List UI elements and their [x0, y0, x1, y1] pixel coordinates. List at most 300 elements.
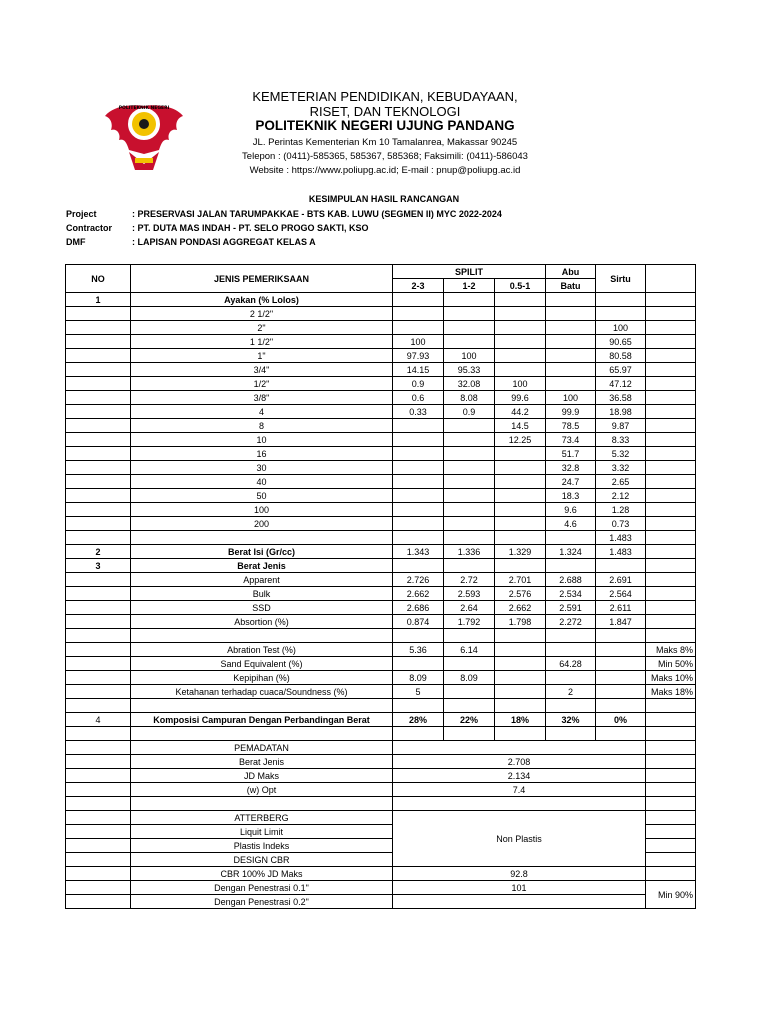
table-cell	[393, 741, 646, 755]
value-cell: 64.28	[546, 657, 596, 671]
section-2-row	[66, 545, 696, 559]
table-cell	[444, 629, 495, 643]
table-cell	[66, 741, 131, 755]
table-cell	[66, 727, 131, 741]
table-row	[66, 433, 696, 447]
table-row	[66, 349, 696, 363]
row-label: Apparent	[131, 573, 393, 587]
table-cell	[646, 769, 696, 783]
value-cell: 5.32	[596, 447, 646, 461]
contractor-value: : PT. DUTA MAS INDAH - PT. SELO PROGO SAKTI, KSO	[132, 223, 369, 233]
value-cell: 8.09	[393, 671, 444, 685]
table-cell	[495, 699, 546, 713]
value-cell: 78.5	[546, 419, 596, 433]
spec-cell: Maks 10%	[646, 671, 696, 685]
row-label: 3/8"	[131, 391, 393, 405]
table-cell	[646, 797, 696, 811]
table-cell	[646, 475, 696, 489]
table-cell	[646, 587, 696, 601]
merged-value: 2.134	[393, 769, 646, 783]
value-cell: 8.33	[596, 433, 646, 447]
value-cell: 80.58	[596, 349, 646, 363]
value-cell: 5	[393, 685, 444, 699]
results-table	[65, 264, 696, 909]
value-cell: 44.2	[495, 405, 546, 419]
value-cell: 47.12	[596, 377, 646, 391]
value-cell: 1.324	[546, 545, 596, 559]
table-cell	[546, 699, 596, 713]
col-jenis-header: JENIS PEMERIKSAAN	[131, 265, 393, 293]
table-cell	[66, 881, 131, 895]
table-cell	[66, 867, 131, 881]
table-cell	[66, 699, 131, 713]
section-label: Berat Isi (Gr/cc)	[131, 545, 393, 559]
col-12-header: 1-2	[444, 279, 495, 293]
col-sirtu-header: Sirtu	[596, 265, 646, 293]
value-cell: 22%	[444, 713, 495, 727]
table-row	[66, 475, 696, 489]
table-cell	[646, 867, 696, 881]
section-4-row	[66, 713, 696, 727]
table-cell	[646, 349, 696, 363]
row-label: 50	[131, 489, 393, 503]
value-cell: 2.564	[596, 587, 646, 601]
row-label	[131, 531, 393, 545]
value-cell	[393, 475, 444, 489]
table-row	[66, 573, 696, 587]
table-cell	[646, 405, 696, 419]
value-cell	[546, 307, 596, 321]
table-row	[66, 601, 696, 615]
spec-cell: Maks 8%	[646, 643, 696, 657]
value-cell	[495, 307, 546, 321]
value-cell: 0.33	[393, 405, 444, 419]
table-cell	[66, 643, 131, 657]
value-cell: 99.9	[546, 405, 596, 419]
table-cell	[66, 503, 131, 517]
row-label: Dengan Penestrasi 0.2"	[131, 895, 393, 909]
row-label: 10	[131, 433, 393, 447]
table-cell	[646, 741, 696, 755]
row-label: 1 1/2"	[131, 335, 393, 349]
berat-jenis-row	[66, 755, 696, 769]
value-cell: 2.64	[444, 601, 495, 615]
project-value: : PRESERVASI JALAN TARUMPAKKAE - BTS KAB. LUWU (SEGMEN II) MYC 2022-2024	[132, 209, 502, 219]
table-cell	[66, 797, 131, 811]
row-label: JD Maks	[131, 769, 393, 783]
value-cell: 14.5	[495, 419, 546, 433]
section-label: Ayakan (% Lolos)	[131, 293, 393, 307]
table-cell	[66, 489, 131, 503]
value-cell: 100	[393, 335, 444, 349]
value-cell	[393, 307, 444, 321]
row-label: 4	[131, 405, 393, 419]
value-cell	[393, 503, 444, 517]
value-cell: 2.662	[393, 587, 444, 601]
value-cell	[495, 531, 546, 545]
table-cell	[131, 629, 393, 643]
value-cell: 24.7	[546, 475, 596, 489]
table-row	[66, 685, 696, 699]
value-cell: 1.28	[596, 503, 646, 517]
dmf-label: DMF	[66, 237, 86, 247]
header-row	[66, 265, 696, 279]
value-cell: 1.483	[596, 545, 646, 559]
value-cell: 8.09	[444, 671, 495, 685]
section-no: 4	[66, 713, 131, 727]
table-cell	[444, 727, 495, 741]
value-cell	[495, 461, 546, 475]
value-cell: 2.591	[546, 601, 596, 615]
value-cell: 97.93	[393, 349, 444, 363]
table-cell	[596, 559, 646, 573]
value-cell: 2.593	[444, 587, 495, 601]
table-cell	[131, 797, 393, 811]
ministry-line2: RISET, DAN TEKNOLOGI	[309, 104, 461, 119]
table-cell	[66, 811, 131, 825]
section-1-row	[66, 293, 696, 307]
table-cell	[66, 335, 131, 349]
spec-cell: Min 90%	[646, 881, 696, 909]
pnup-logo	[101, 94, 187, 176]
value-cell	[495, 685, 546, 699]
atterberg-row	[66, 811, 696, 825]
value-cell: 2.272	[546, 615, 596, 629]
table-cell	[596, 629, 646, 643]
table-cell	[66, 573, 131, 587]
dmf-value: : LAPISAN PONDASI AGGREGAT KELAS A	[132, 237, 316, 247]
row-label: Absortion (%)	[131, 615, 393, 629]
project-label: Project	[66, 209, 97, 219]
table-cell	[66, 615, 131, 629]
section-3-row	[66, 559, 696, 573]
value-cell: 100	[495, 377, 546, 391]
value-cell	[546, 671, 596, 685]
table-cell	[66, 783, 131, 797]
value-cell: 1.343	[393, 545, 444, 559]
value-cell: 0.6	[393, 391, 444, 405]
row-label: Bulk	[131, 587, 393, 601]
col-23-header: 2-3	[393, 279, 444, 293]
table-cell	[66, 517, 131, 531]
value-cell	[546, 643, 596, 657]
merged-value: 2.708	[393, 755, 646, 769]
value-cell	[444, 433, 495, 447]
table-cell	[646, 447, 696, 461]
table-cell	[646, 629, 696, 643]
value-cell: 2.691	[596, 573, 646, 587]
row-label: SSD	[131, 601, 393, 615]
blank-row	[66, 629, 696, 643]
table-cell	[66, 447, 131, 461]
table-cell	[646, 811, 696, 825]
table-cell	[646, 433, 696, 447]
table-cell	[646, 307, 696, 321]
dmf-line	[66, 237, 316, 247]
table-cell	[66, 601, 131, 615]
row-label: 40	[131, 475, 393, 489]
row-label: CBR 100% JD Maks	[131, 867, 393, 881]
table-cell	[393, 727, 444, 741]
value-cell: 18%	[495, 713, 546, 727]
table-cell	[646, 755, 696, 769]
value-cell: 2.611	[596, 601, 646, 615]
value-cell	[444, 489, 495, 503]
value-cell	[495, 363, 546, 377]
table-cell	[444, 699, 495, 713]
value-cell	[546, 335, 596, 349]
value-cell: 2.726	[393, 573, 444, 587]
value-cell	[546, 531, 596, 545]
blank-row	[66, 727, 696, 741]
address-line: JL. Perintas Kementerian Km 10 Tamalanrea, Makassar 90245	[252, 137, 518, 148]
value-cell	[444, 419, 495, 433]
value-cell: 100	[596, 321, 646, 335]
table-cell	[66, 629, 131, 643]
col-spilit-header: SPILIT	[393, 265, 546, 279]
col-spec-header	[646, 265, 696, 293]
pen02-row	[66, 895, 696, 909]
table-cell	[393, 629, 444, 643]
table-row	[66, 363, 696, 377]
table-cell	[646, 559, 696, 573]
table-row	[66, 419, 696, 433]
table-row	[66, 489, 696, 503]
value-cell	[495, 489, 546, 503]
table-cell	[66, 377, 131, 391]
value-cell	[444, 657, 495, 671]
col-051-header: 0.5-1	[495, 279, 546, 293]
row-label: Liquit Limit	[131, 825, 393, 839]
value-cell: 2.534	[546, 587, 596, 601]
table-row	[66, 671, 696, 685]
section-no: 2	[66, 545, 131, 559]
table-cell	[646, 517, 696, 531]
row-label: 2 1/2"	[131, 307, 393, 321]
row-label: ATTERBERG	[131, 811, 393, 825]
table-cell	[646, 419, 696, 433]
value-cell: 1.336	[444, 545, 495, 559]
value-cell	[596, 643, 646, 657]
table-cell	[66, 419, 131, 433]
value-cell: 18.3	[546, 489, 596, 503]
table-cell	[646, 713, 696, 727]
value-cell: 9.87	[596, 419, 646, 433]
table-cell	[546, 559, 596, 573]
table-cell	[66, 461, 131, 475]
value-cell	[393, 433, 444, 447]
row-label: Plastis Indeks	[131, 839, 393, 853]
table-cell	[646, 783, 696, 797]
phone-line: Telepon : (0411)-585365, 585367, 585368; Faksimili: (0411)-586043	[242, 151, 528, 162]
value-cell: 0.9	[393, 377, 444, 391]
row-label: Berat Jenis	[131, 755, 393, 769]
table-row	[66, 643, 696, 657]
ministry-line1: KEMETERIAN PENDIDIKAN, KEBUDAYAAN,	[252, 89, 518, 104]
table-row	[66, 503, 696, 517]
table-cell	[66, 405, 131, 419]
table-row	[66, 405, 696, 419]
value-cell	[596, 657, 646, 671]
table-cell	[646, 825, 696, 839]
table-cell	[66, 839, 131, 853]
row-label: 200	[131, 517, 393, 531]
value-cell: 2.12	[596, 489, 646, 503]
table-cell	[546, 727, 596, 741]
value-cell	[393, 489, 444, 503]
document-title: KESIMPULAN HASIL RANCANGAN	[308, 194, 460, 204]
value-cell: 2.686	[393, 601, 444, 615]
row-label: Abration Test (%)	[131, 643, 393, 657]
value-cell	[495, 643, 546, 657]
table-row	[66, 377, 696, 391]
table-cell	[66, 671, 131, 685]
table-row	[66, 615, 696, 629]
table-row	[66, 531, 696, 545]
value-cell: 1.847	[596, 615, 646, 629]
table-cell	[495, 559, 546, 573]
value-cell: 2.701	[495, 573, 546, 587]
value-cell	[393, 419, 444, 433]
value-cell: 2.662	[495, 601, 546, 615]
table-cell	[131, 699, 393, 713]
table-row	[66, 461, 696, 475]
section-label: Berat Jenis	[131, 559, 393, 573]
value-cell: 0.9	[444, 405, 495, 419]
pemadatan-row	[66, 741, 696, 755]
table-cell	[646, 573, 696, 587]
value-cell: 28%	[393, 713, 444, 727]
table-row	[66, 391, 696, 405]
value-cell: 65.97	[596, 363, 646, 377]
table-cell	[646, 839, 696, 853]
row-label: 2"	[131, 321, 393, 335]
table-cell	[546, 629, 596, 643]
table-cell	[393, 559, 444, 573]
table-row	[66, 517, 696, 531]
table-row	[66, 447, 696, 461]
value-cell: 6.14	[444, 643, 495, 657]
row-label: 1"	[131, 349, 393, 363]
row-label: 3/4"	[131, 363, 393, 377]
table-cell	[646, 391, 696, 405]
value-cell: 2.72	[444, 573, 495, 587]
section-label: Komposisi Campuran Dengan Perbandingan Berat	[131, 713, 393, 727]
table-cell	[66, 769, 131, 783]
value-cell	[495, 321, 546, 335]
value-cell: 0.73	[596, 517, 646, 531]
row-label: 1/2"	[131, 377, 393, 391]
table-cell	[66, 657, 131, 671]
table-cell	[646, 461, 696, 475]
table-cell	[646, 545, 696, 559]
value-cell	[495, 657, 546, 671]
value-cell: 1.483	[596, 531, 646, 545]
row-label: Dengan Penestrasi 0.1"	[131, 881, 393, 895]
blank-row	[66, 699, 696, 713]
value-cell: 32.8	[546, 461, 596, 475]
table-cell	[646, 503, 696, 517]
value-cell: 14.15	[393, 363, 444, 377]
value-cell: 36.58	[596, 391, 646, 405]
value-cell: 3.32	[596, 461, 646, 475]
row-label: 16	[131, 447, 393, 461]
table-cell	[66, 433, 131, 447]
table-cell	[646, 699, 696, 713]
col-batu-header: Batu	[546, 279, 596, 293]
table-cell	[66, 853, 131, 867]
value-cell: 1.329	[495, 545, 546, 559]
value-cell: 9.6	[546, 503, 596, 517]
value-cell: 1.798	[495, 615, 546, 629]
table-cell	[646, 489, 696, 503]
website-line: Website : https://www.poliupg.ac.id; E-mail : pnup@poliupg.ac.id	[249, 165, 521, 176]
table-cell	[393, 797, 646, 811]
table-cell	[393, 699, 444, 713]
merged-value: 101	[393, 881, 646, 895]
value-cell: 95.33	[444, 363, 495, 377]
value-cell	[495, 517, 546, 531]
value-cell: 5.36	[393, 643, 444, 657]
table-cell	[646, 363, 696, 377]
table-row	[66, 657, 696, 671]
cbr100-row	[66, 867, 696, 881]
value-cell: 99.6	[495, 391, 546, 405]
value-cell	[546, 349, 596, 363]
table-cell	[66, 475, 131, 489]
value-cell	[444, 447, 495, 461]
value-cell: 2.65	[596, 475, 646, 489]
value-cell	[444, 503, 495, 517]
table-cell	[66, 895, 131, 909]
table-cell	[596, 699, 646, 713]
value-cell	[444, 517, 495, 531]
value-cell: 73.4	[546, 433, 596, 447]
row-label: Kepipihan (%)	[131, 671, 393, 685]
merged-value: 7.4	[393, 783, 646, 797]
col-abu-header: Abu	[546, 265, 596, 279]
table-cell	[646, 531, 696, 545]
value-cell	[393, 657, 444, 671]
value-cell: 90.65	[596, 335, 646, 349]
value-cell	[546, 321, 596, 335]
row-label: 100	[131, 503, 393, 517]
table-cell	[131, 727, 393, 741]
table-cell	[393, 895, 646, 909]
table-cell	[646, 335, 696, 349]
section-no: 1	[66, 293, 131, 307]
value-cell	[393, 461, 444, 475]
value-cell	[393, 531, 444, 545]
contractor-line	[66, 223, 369, 233]
jd-maks-row	[66, 769, 696, 783]
value-cell	[546, 377, 596, 391]
table-cell	[66, 391, 131, 405]
col-no-header: NO	[66, 265, 131, 293]
row-label: Sand Equivalent (%)	[131, 657, 393, 671]
row-label: PEMADATAN	[131, 741, 393, 755]
row-label: Ketahanan terhadap cuaca/Soundness (%)	[131, 685, 393, 699]
value-cell	[393, 517, 444, 531]
table-cell	[646, 853, 696, 867]
value-cell: 1.792	[444, 615, 495, 629]
value-cell: 2.688	[546, 573, 596, 587]
table-cell	[646, 615, 696, 629]
row-label: 8	[131, 419, 393, 433]
value-cell	[444, 321, 495, 335]
value-cell: 100	[546, 391, 596, 405]
value-cell: 12.25	[495, 433, 546, 447]
